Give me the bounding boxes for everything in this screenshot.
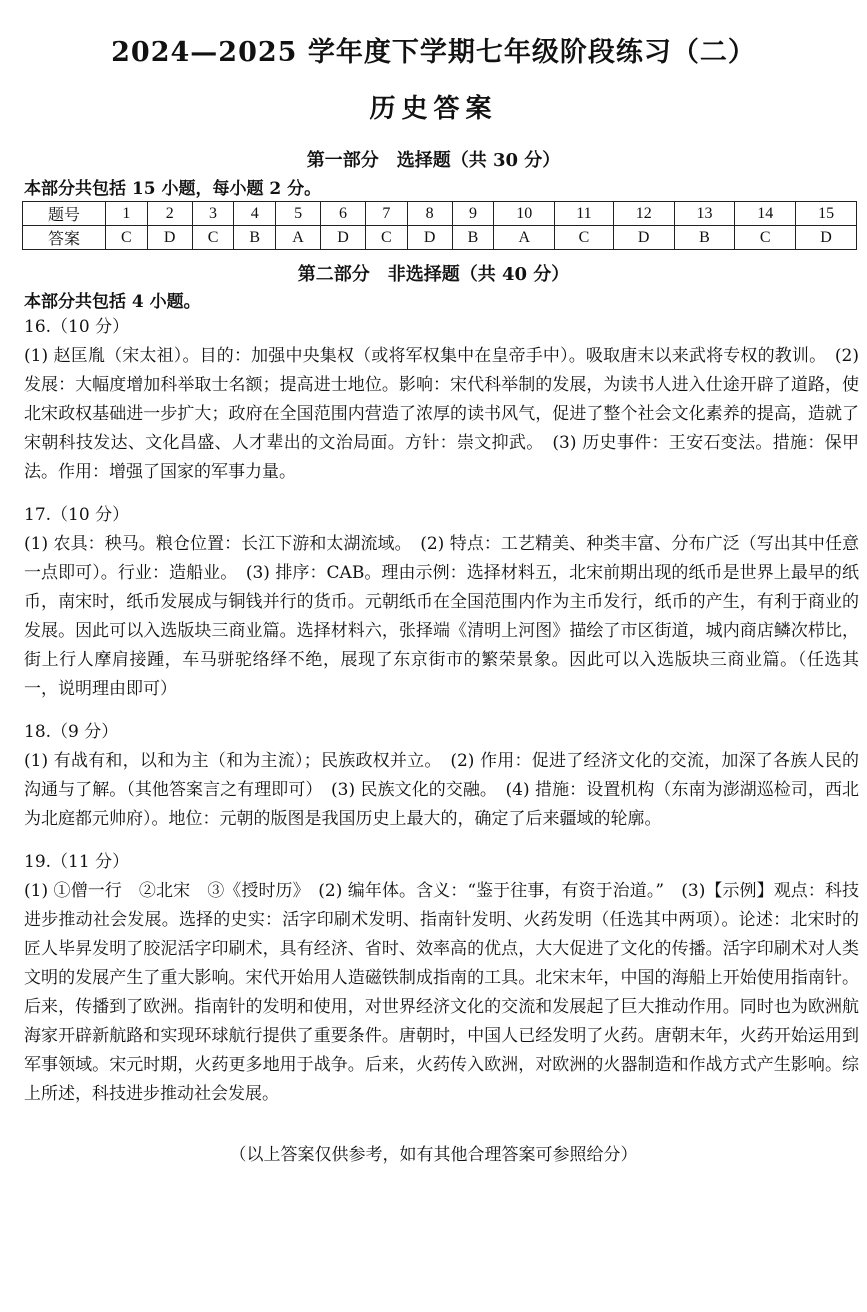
question-number-cell: 5 bbox=[276, 202, 321, 226]
question-number-cell: 10 bbox=[494, 202, 555, 226]
number-row-label: 题号 bbox=[23, 202, 106, 226]
answer-cell: C bbox=[192, 226, 234, 250]
question-number-cell: 13 bbox=[674, 202, 735, 226]
question-number-cell: 15 bbox=[796, 202, 857, 226]
answer-cell: B bbox=[674, 226, 735, 250]
question-number-cell: 3 bbox=[192, 202, 234, 226]
question-17-heading: 17.（10 分） bbox=[24, 505, 130, 525]
answer-cell: A bbox=[276, 226, 321, 250]
answer-cell: D bbox=[321, 226, 366, 250]
question-18-heading: 18.（9 分） bbox=[24, 722, 119, 742]
question-number-cell: 8 bbox=[407, 202, 452, 226]
question-19-answer: (1) ①僧一行 ②北宋 ③《授时历》 (2) 编年体。含义：“鉴于往事，有资于治道。” (3)【示例】观点：科技进步推动社会发展。选择的史实：活字印刷术发明、指南针发明、火药发明（任选其中两项）。论述：北宋时的匠人毕昇发明了胶泥活字印刷术，具有经济、省时、效率高的优点，大大促进了文化的传播。活字印刷术对人类文明的发展产生了重大影响。宋代开始用人造磁铁制成指南的工具。北宋末年，中国的海船上开始使用指南针。后来，传播到了欧洲。指南针的发明和使用，对世界经济文化的交流和发展起了巨大推动作用。同时也为欧洲航海家开辟新航路和实现环球航行提供了重要条件。唐朝时，中国人已经发明了火药。唐朝末年，火药开始运用到军事领域。宋元时期，火药更多地用于战争。后来，火药传入欧洲，对欧洲的火器制造和作战方式产生影响。综上所述，科技进步推动社会发展。 bbox=[24, 881, 859, 1104]
question-17-answer: (1) 农具：秧马。粮仓位置：长江下游和太湖流域。 (2) 特点：工艺精美、种类丰富、分布广泛（写出其中任意一点即可）。行业：造船业。 (3) 排序：CAB。理由示例：选择材料五，北宋前期出现的纸币是世界上最早的纸币，南宋时，纸币发展成与铜钱并行的货币。元朝纸币在全国范围内作为主币发行，纸币的产生，有利于商业的发展。因此可以入选版块三商业篇。选择材料六，张择端《清明上河图》描绘了市区街道，城内商店鳞次栉比，街上行人摩肩接踵，车马骈驼络绎不绝，展现了东京街市的繁荣景象。因此可以入选版块三商业篇。（任选其一，说明理由即可） bbox=[24, 534, 859, 699]
document-title: 2024—2025 学年度下学期七年级阶段练习（二） bbox=[111, 37, 756, 68]
answer-cell: C bbox=[106, 226, 148, 250]
part2-note: 本部分共包括 4 小题。 bbox=[24, 292, 201, 312]
question-number-cell: 14 bbox=[735, 202, 796, 226]
question-number-cell: 6 bbox=[321, 202, 366, 226]
answer-cell: A bbox=[494, 226, 555, 250]
answer-cell: D bbox=[147, 226, 192, 250]
answer-cell: D bbox=[796, 226, 857, 250]
answer-table-number-row bbox=[23, 202, 857, 226]
question-16 bbox=[24, 313, 859, 487]
part2-heading: 第二部分 非选择题（共 40 分） bbox=[297, 264, 570, 285]
question-number-cell: 1 bbox=[106, 202, 148, 226]
question-19-heading: 19.（11 分） bbox=[24, 852, 130, 872]
question-19 bbox=[24, 848, 859, 1109]
question-number-cell: 2 bbox=[147, 202, 192, 226]
answer-cell: D bbox=[407, 226, 452, 250]
part1-heading: 第一部分 选择题（共 30 分） bbox=[306, 150, 561, 171]
question-number-cell: 7 bbox=[365, 202, 407, 226]
question-16-heading: 16.（10 分） bbox=[24, 317, 130, 337]
question-number-cell: 9 bbox=[452, 202, 494, 226]
footer-note: （以上答案仅供参考，如有其他合理答案可参照给分） bbox=[229, 1145, 638, 1165]
answer-cell: B bbox=[234, 226, 276, 250]
answer-row-label: 答案 bbox=[23, 226, 106, 250]
answer-cell: C bbox=[555, 226, 614, 250]
answer-table bbox=[22, 201, 857, 250]
question-18 bbox=[24, 718, 859, 834]
question-17 bbox=[24, 501, 859, 704]
document-subtitle: 历史答案 bbox=[369, 94, 498, 124]
answer-cell: C bbox=[735, 226, 796, 250]
answer-cell: B bbox=[452, 226, 494, 250]
question-18-answer: (1) 有战有和，以和为主（和为主流）；民族政权并立。 (2) 作用：促进了经济文化的交流，加深了各族人民的沟通与了解。（其他答案言之有理即可） (3) 民族文化的交融。 (4) 措施：设置机构（东南为澎湖巡检司，西北为北庭都元帅府）。地位：元朝的版图是我国历史上最大的，确定了后来疆域的轮廓。 bbox=[24, 751, 859, 829]
question-16-answer: (1) 赵匡胤（宋太祖）。目的：加强中央集权（或将军权集中在皇帝手中）。吸取唐末以来武将专权的教训。 (2) 发展：大幅度增加科举取士名额；提高进士地位。影响：宋代科举制的发展，为读书人进入仕途开辟了道路，使北宋政权基础进一步扩大；政府在全国范围内营造了浓厚的读书风气，促进了整个社会文化素养的提高，造就了宋朝科技发达、文化昌盛、人才辈出的文治局面。方针：崇文抑武。 (3) 历史事件：王安石变法。措施：保甲法。作用：增强了国家的军事力量。 bbox=[24, 346, 859, 482]
answer-cell: D bbox=[613, 226, 674, 250]
answer-table-answer-row bbox=[23, 226, 857, 250]
question-number-cell: 4 bbox=[234, 202, 276, 226]
question-number-cell: 12 bbox=[613, 202, 674, 226]
question-number-cell: 11 bbox=[555, 202, 614, 226]
answer-cell: C bbox=[365, 226, 407, 250]
part1-note: 本部分共包括 15 小题，每小题 2 分。 bbox=[24, 179, 322, 199]
